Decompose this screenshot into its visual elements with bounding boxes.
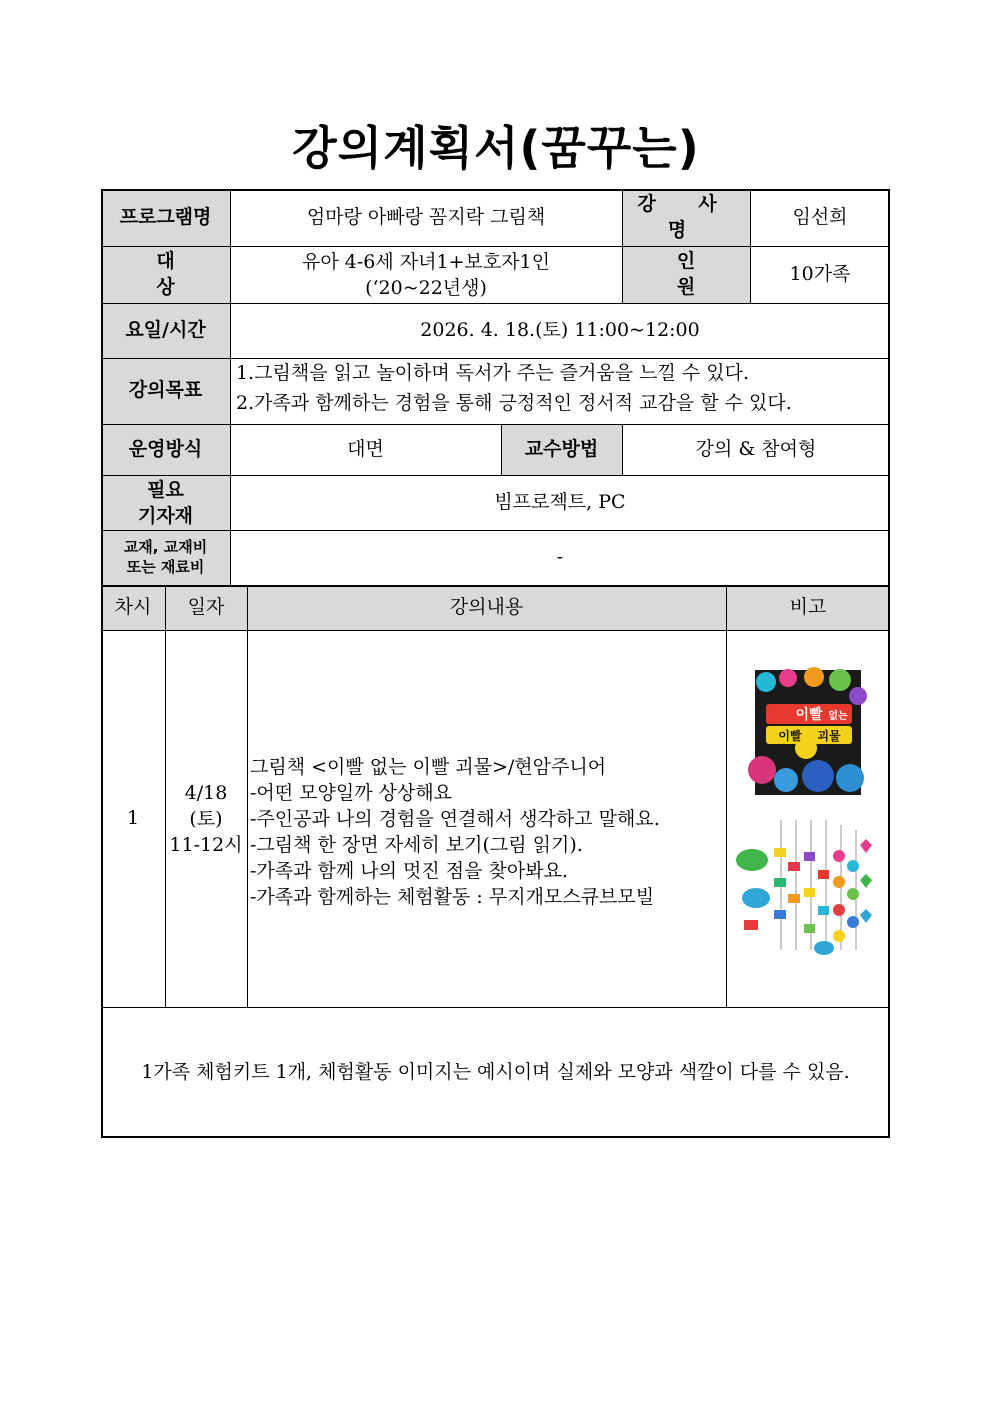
col-session: 차시 xyxy=(101,585,165,630)
content-line: -가족과 함께 나의 멋진 점을 찾아봐요. xyxy=(250,859,568,882)
border xyxy=(726,585,727,1007)
border xyxy=(101,585,890,587)
border xyxy=(622,424,623,475)
border xyxy=(247,585,248,1007)
book-cover-image xyxy=(748,667,867,795)
teaching-label: 교수방법 xyxy=(501,424,622,475)
content-line: -어떤 모양일까 상상해요 xyxy=(250,781,453,804)
content-line: -주인공과 나의 경험을 연결해서 생각하고 말해요. xyxy=(250,807,660,830)
col-note: 비고 xyxy=(726,585,890,630)
border xyxy=(101,303,890,304)
border xyxy=(101,475,890,476)
border xyxy=(101,1136,890,1138)
instructor-label: 강 사 명 xyxy=(622,189,750,246)
border xyxy=(888,189,890,1138)
target-value xyxy=(230,246,622,303)
headcount-label: 인 원 xyxy=(622,246,750,303)
operation-value: 대면 xyxy=(347,437,384,460)
border xyxy=(101,630,890,631)
content-line: -그림책 한 장면 자세히 보기(그림 읽기). xyxy=(250,833,583,856)
instructor-value: 임선희 xyxy=(792,205,848,228)
target-value-line1: 유아 4-6세 자녀1+보호자1인 xyxy=(302,250,550,273)
border xyxy=(101,1007,890,1008)
material-value: - xyxy=(556,545,564,568)
border xyxy=(101,424,890,425)
equipment-value: 빔프로젝트, PC xyxy=(494,490,626,513)
datetime-label: 요일/시간 xyxy=(101,303,230,358)
session-number: 1 xyxy=(126,806,140,829)
operation-label: 운영방식 xyxy=(101,424,230,475)
border xyxy=(165,585,166,1007)
border xyxy=(501,424,502,475)
content-line: -가족과 함께하는 체험활동 : 무지개모스큐브모빌 xyxy=(250,885,655,908)
border xyxy=(750,189,751,303)
mobile-craft-image xyxy=(736,820,872,955)
datetime-value: 2026. 4. 18.(토) 11:00~12:00 xyxy=(420,318,700,341)
goal-2: 2.가족과 함께하는 경험을 통해 긍정적인 정서적 교감을 할 수 있다. xyxy=(236,392,792,414)
cover-word-4: 괴물 xyxy=(817,729,841,743)
session-date: 4/18 (토) 11-12시 xyxy=(169,781,243,856)
note-cell xyxy=(726,630,890,1007)
program-label: 프로그램명 xyxy=(101,189,230,246)
border xyxy=(622,189,623,303)
col-date: 일자 xyxy=(165,585,247,630)
program-value: 엄마랑 아빠랑 꼼지락 그림책 xyxy=(306,205,546,228)
headcount-value: 10가족 xyxy=(789,262,851,285)
equipment-label: 필요 기자재 xyxy=(101,475,230,530)
border xyxy=(101,246,890,247)
goal-value xyxy=(230,358,890,424)
footer-note: 1가족 체험키트 1개, 체험활동 이미지는 예시이며 실제와 모양과 색깔이 다를 수 있음. xyxy=(141,1060,850,1083)
border xyxy=(101,358,890,359)
target-value-line2: (‘20~22년생) xyxy=(365,276,487,299)
cover-word-2: 없는 xyxy=(828,711,848,722)
note-images xyxy=(726,630,890,1007)
cover-word-1: 이빨 xyxy=(795,707,823,723)
border xyxy=(101,189,103,1138)
teaching-value: 강의 & 참여형 xyxy=(695,437,817,460)
cover-word-3: 이빨 xyxy=(778,729,802,743)
page-title: 강의계획서(꿈꾸는) xyxy=(292,121,700,175)
lecture-plan-table xyxy=(101,189,890,1138)
border xyxy=(101,530,890,531)
material-label: 교재, 교재비 또는 재료비 xyxy=(101,530,230,585)
content-line: 그림책 <이빨 없는 이빨 괴물>/현암주니어 xyxy=(250,755,607,778)
target-label: 대 상 xyxy=(101,246,230,303)
border xyxy=(230,189,231,585)
goal-label: 강의목표 xyxy=(101,358,230,424)
goal-1: 1.그림책을 읽고 놀이하며 독서가 주는 즐거움을 느낄 수 있다. xyxy=(236,362,749,384)
col-content: 강의내용 xyxy=(247,585,726,630)
border xyxy=(101,189,890,191)
session-content xyxy=(247,630,726,1007)
